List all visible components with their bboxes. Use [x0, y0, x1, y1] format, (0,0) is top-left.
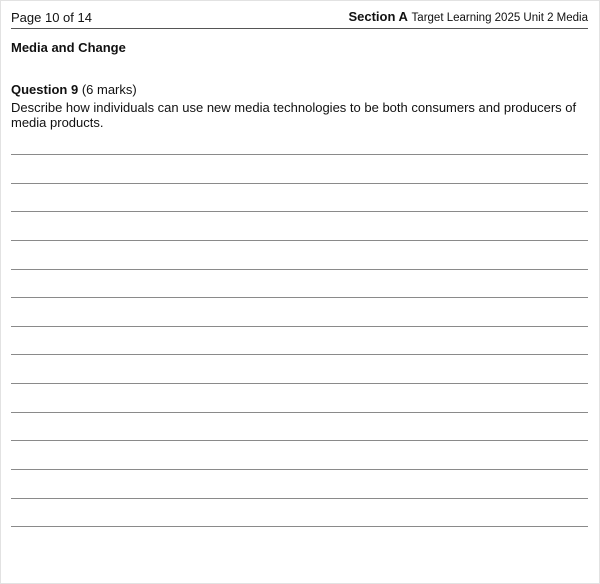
- answer-line[interactable]: [11, 297, 588, 298]
- course-label: Target Learning 2025 Unit 2 Media: [411, 12, 588, 24]
- page-header: [11, 9, 588, 29]
- answer-line[interactable]: [11, 354, 588, 355]
- section-label: Section A: [348, 9, 408, 24]
- question-heading: [11, 82, 137, 98]
- answer-lines[interactable]: [11, 154, 588, 555]
- answer-line[interactable]: [11, 240, 588, 241]
- answer-line[interactable]: [11, 211, 588, 212]
- answer-line[interactable]: [11, 269, 588, 270]
- page-number: Page 10 of 14: [11, 10, 92, 25]
- answer-line[interactable]: [11, 440, 588, 441]
- answer-line[interactable]: [11, 526, 588, 527]
- answer-line[interactable]: [11, 383, 588, 384]
- answer-line[interactable]: [11, 469, 588, 470]
- answer-line[interactable]: [11, 326, 588, 327]
- topic-title: Media and Change: [11, 40, 126, 55]
- answer-line[interactable]: [11, 154, 588, 155]
- section-info: [348, 9, 588, 26]
- answer-line[interactable]: [11, 183, 588, 184]
- question-marks: (6 marks): [81, 82, 137, 97]
- answer-line[interactable]: [11, 498, 588, 499]
- answer-line[interactable]: [11, 412, 588, 413]
- question-text: Describe how individuals can use new media technologies to be both consumers and producers of media products.: [11, 100, 577, 130]
- question-number: Question 9: [11, 82, 79, 97]
